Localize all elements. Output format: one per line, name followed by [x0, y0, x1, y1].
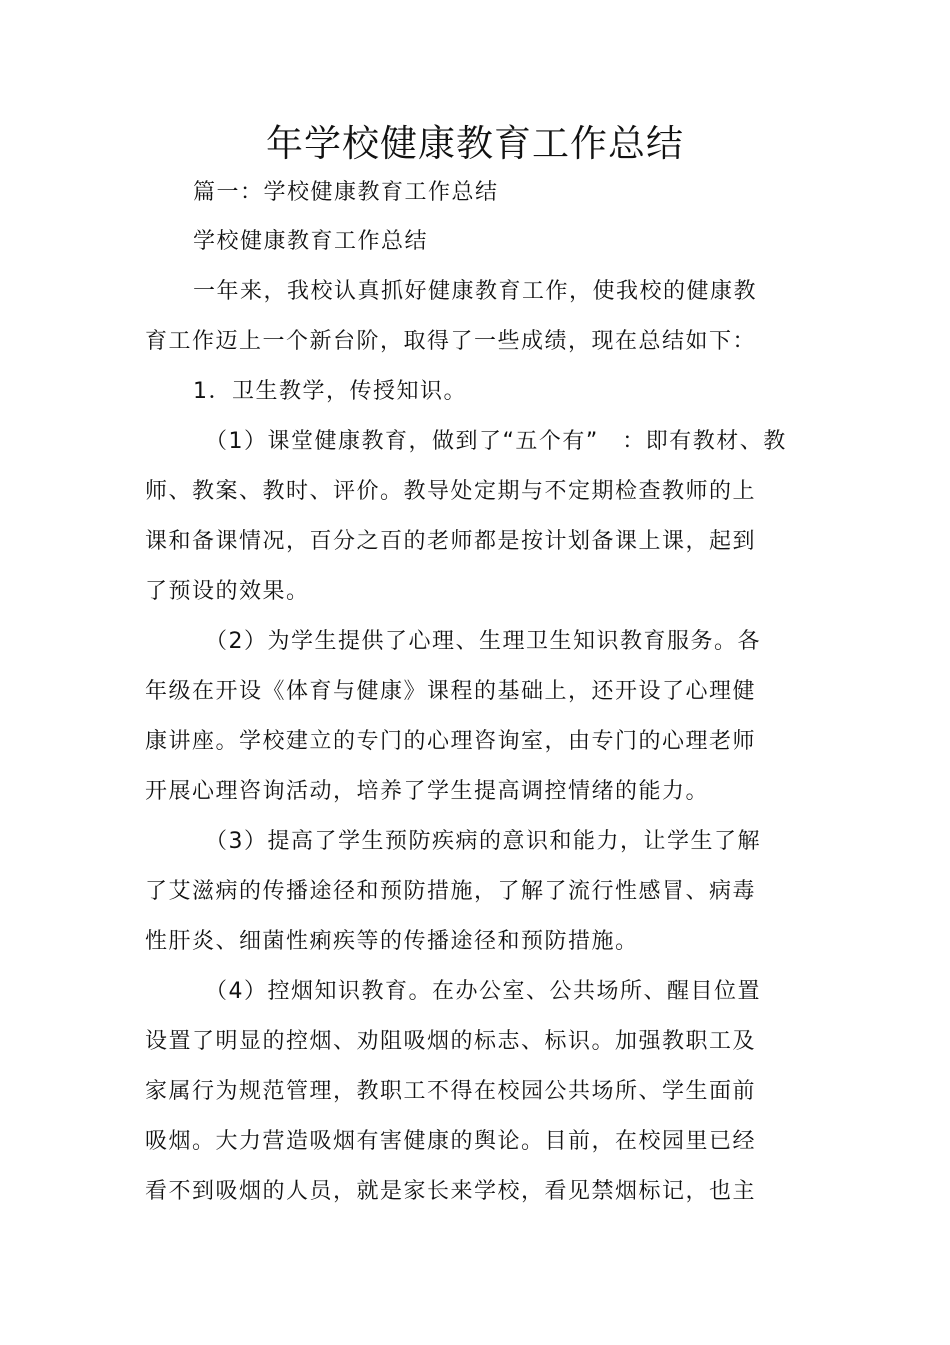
paragraph-line: （3）提高了学生预防疾病的意识和能力，让学生了解: [205, 829, 761, 854]
section-heading: 篇一：学校健康教育工作总结: [193, 180, 499, 205]
paragraph-line: 一年来，我校认真抓好健康教育工作，使我校的健康教: [193, 279, 758, 304]
paragraph-line: 课和备课情况，百分之百的老师都是按计划备课上课，起到: [145, 529, 757, 554]
subheading: 学校健康教育工作总结: [193, 229, 429, 254]
paragraph-line: 师、教案、教时、评价。教导处定期与不定期检查教师的上: [145, 479, 757, 504]
list-heading: 1．卫生教学，传授知识。: [193, 379, 467, 404]
paragraph-line: （4）控烟知识教育。在办公室、公共场所、醒目位置: [205, 979, 761, 1004]
paragraph-line: 了艾滋病的传播途径和预防措施，了解了流行性感冒、病毒: [145, 879, 757, 904]
paragraph-line: （2）为学生提供了心理、生理卫生知识教育服务。各: [205, 629, 761, 654]
document-title: 年学校健康教育工作总结: [266, 122, 684, 165]
paragraph-line: 家属行为规范管理，教职工不得在校园公共场所、学生面前: [145, 1079, 757, 1104]
paragraph-line: 看不到吸烟的人员，就是家长来学校，看见禁烟标记，也主: [145, 1179, 757, 1204]
paragraph-line: 年级在开设《体育与健康》课程的基础上，还开设了心理健: [145, 679, 757, 704]
paragraph-line: 设置了明显的控烟、劝阻吸烟的标志、标识。加强教职工及: [145, 1029, 757, 1054]
paragraph-line: 了预设的效果。: [145, 579, 310, 604]
paragraph-line: 开展心理咨询活动，培养了学生提高调控情绪的能力。: [145, 779, 710, 804]
paragraph-line: （1）课堂健康教育，做到了“五个有” ：即有教材、教: [205, 429, 787, 454]
paragraph-line: 康讲座。学校建立的专门的心理咨询室，由专门的心理老师: [145, 729, 757, 754]
paragraph-line: 育工作迈上一个新台阶，取得了一些成绩，现在总结如下：: [145, 329, 757, 354]
paragraph-line: 性肝炎、细菌性痢疾等的传播途径和预防措施。: [145, 929, 639, 954]
paragraph-line: 吸烟。大力营造吸烟有害健康的舆论。目前，在校园里已经: [145, 1129, 757, 1154]
